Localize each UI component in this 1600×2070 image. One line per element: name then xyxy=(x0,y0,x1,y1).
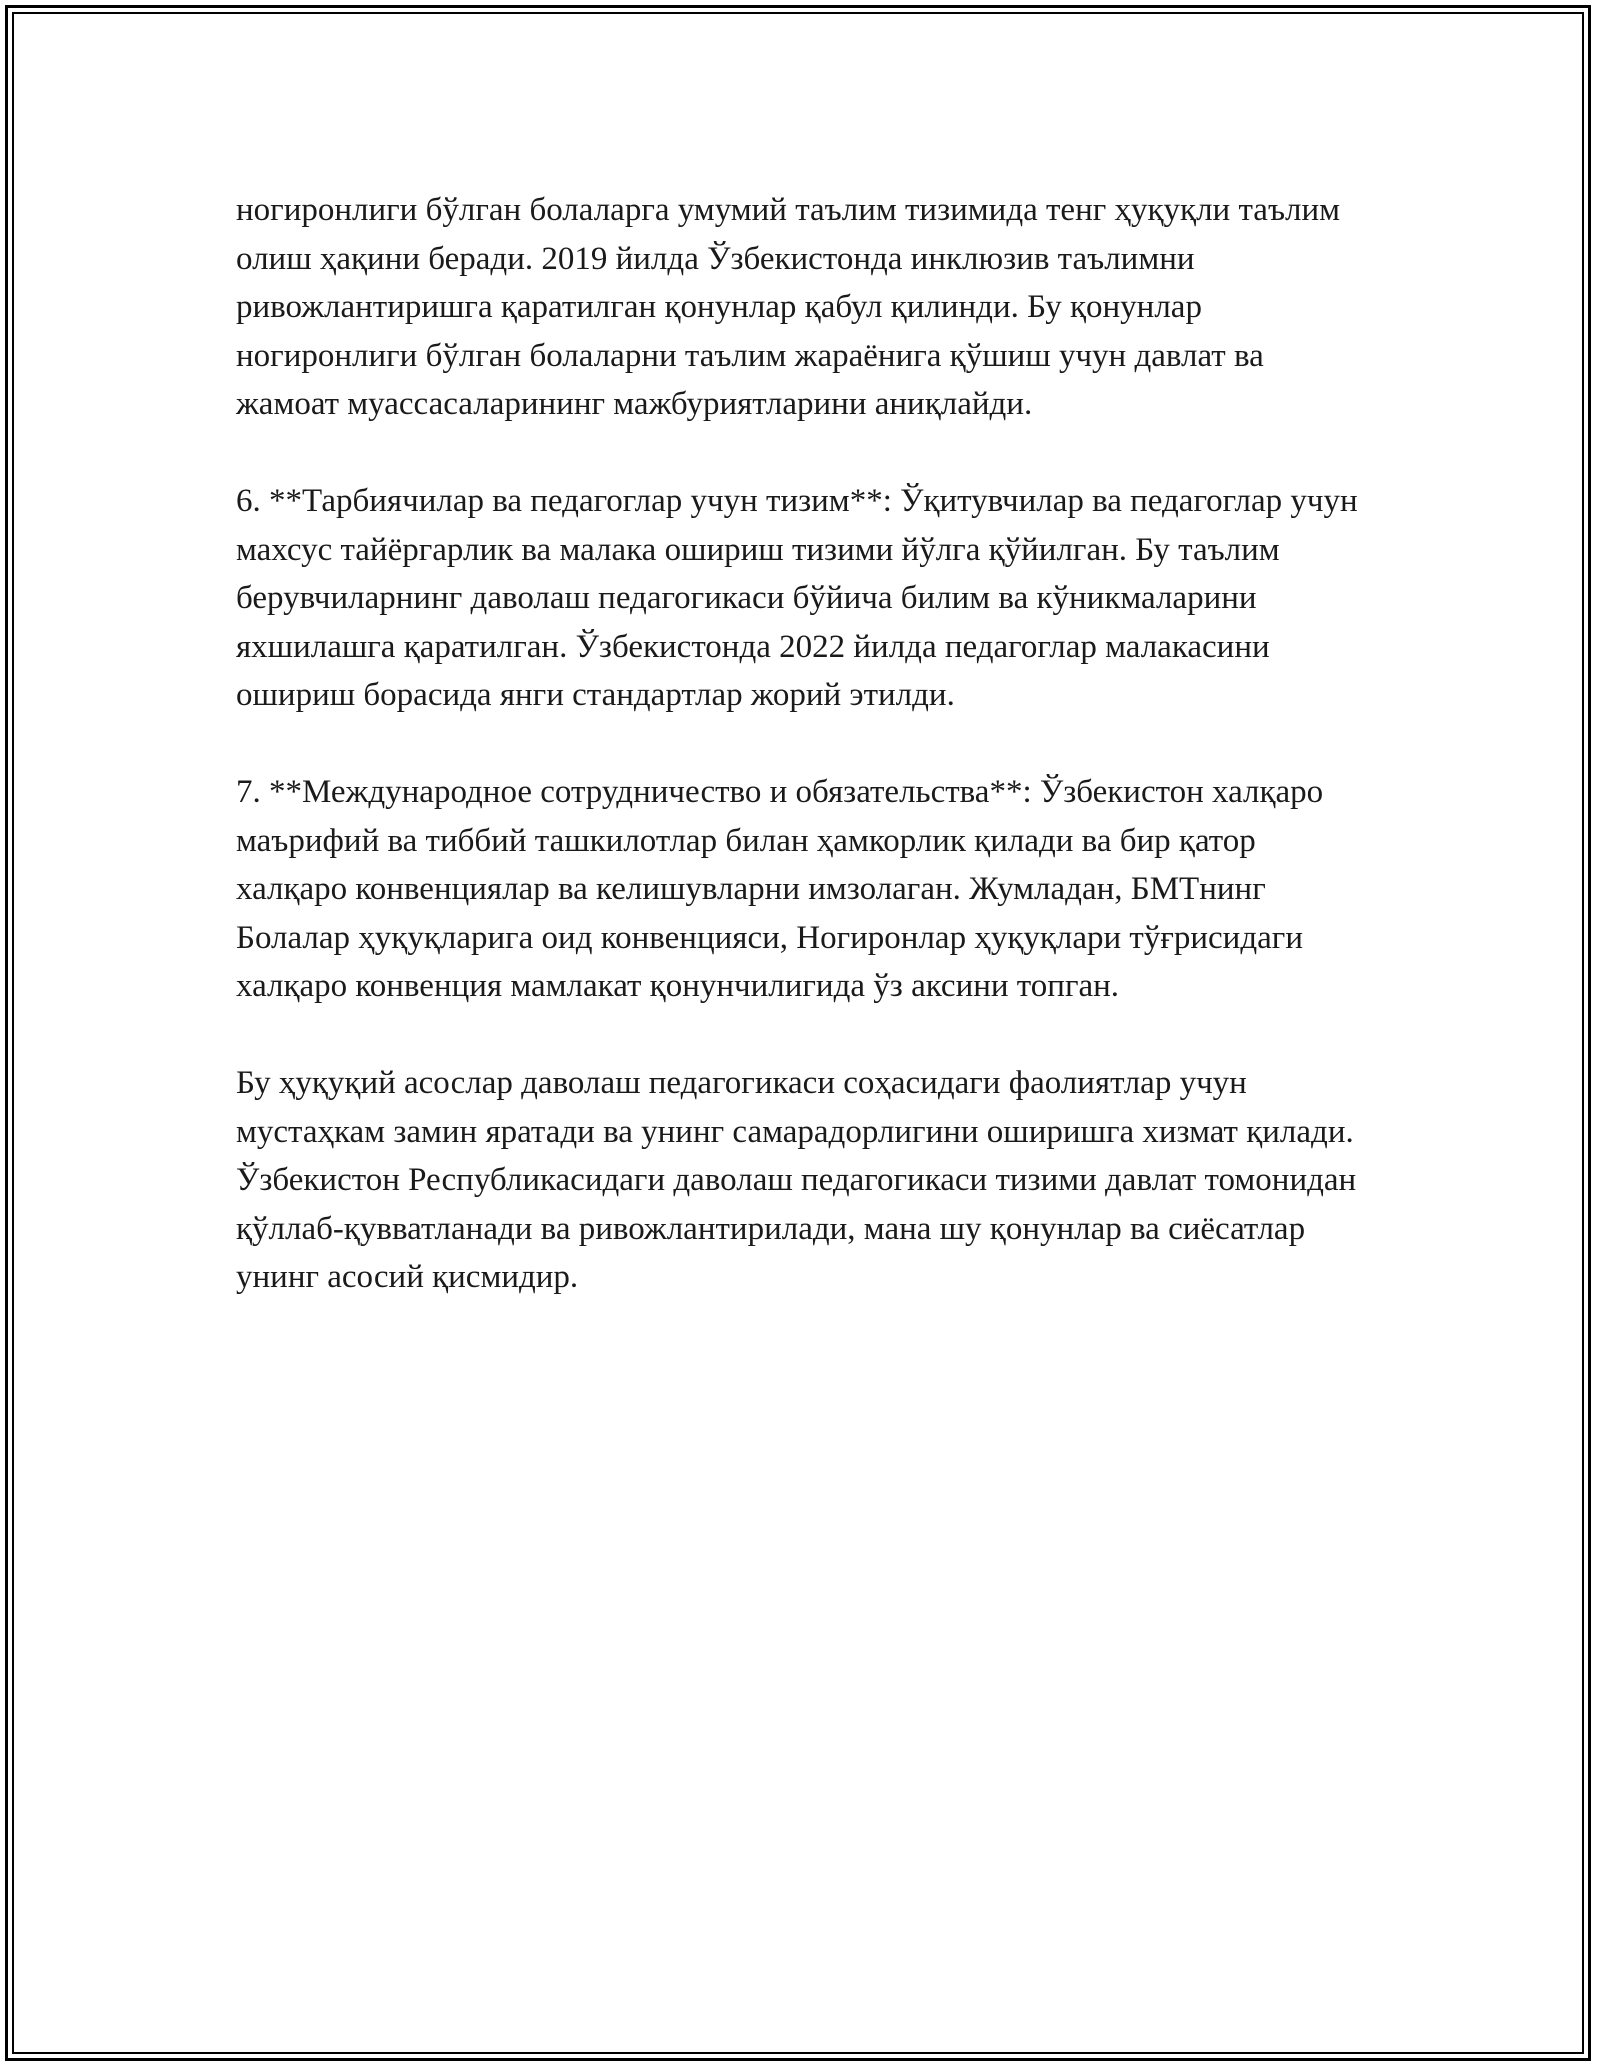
paragraph-continuation: ногиронлиги бўлган болаларга умумий таълим тизимида тенг ҳуқуқли таълим олиш ҳақини беради. 2019 йилда Ўзбекистонда инклюзив таълимни ривожлантиришга қаратилган қонунлар қабул қилинди. Бу қонунлар ногиронлиги бўлган болаларни таълим жараёнига қўшиш учун давлат ва жамоат муассасаларининг мажбуриятларини аниқлайди. xyxy=(236,192,1341,422)
paragraph-conclusion: Бу ҳуқуқий асослар даволаш педагогикаси соҳасидаги фаолиятлар учун мустаҳкам замин яратади ва унинг самарадорлигини оширишга хизмат қилади. Ўзбекистон Республикасидаги даволаш педагогикаси тизими давлат томонидан қўллаб-қувватланади ва ривожлантирилади, мана шу қонунлар ва сиёсатлар унинг асосий қисмидир. xyxy=(236,1065,1357,1295)
paragraph-item-7: 7. **Международное сотрудничество и обязательства**: Ўзбекистон халқаро маърифий ва тиббий ташкилотлар билан ҳамкорлик қилади ва бир қатор халқаро конвенциялар ва келишувларни имзолаган. Жумладан, БМТнинг Болалар ҳуқуқларига оид конвенцияси, Ногиронлар ҳуқуқлари тўғрисидаги халқаро конвенция мамлакат қонунчилигида ўз аксини топган. xyxy=(236,774,1324,1004)
paragraph-item-6: 6. **Тарбиячилар ва педагоглар учун тизим**: Ўқитувчилар ва педагоглар учун махсус тайёргарлик ва малака ошириш тизими йўлга қўйилган. Бу таълим берувчиларнинг даволаш педагогикаси бўйича билим ва кўникмаларини яхшилашга қаратилган. Ўзбекистонда 2022 йилда педагоглар малакасини ошириш борасида янги стандартлар жорий этилди. xyxy=(236,483,1358,713)
document-body xyxy=(236,186,1366,1350)
